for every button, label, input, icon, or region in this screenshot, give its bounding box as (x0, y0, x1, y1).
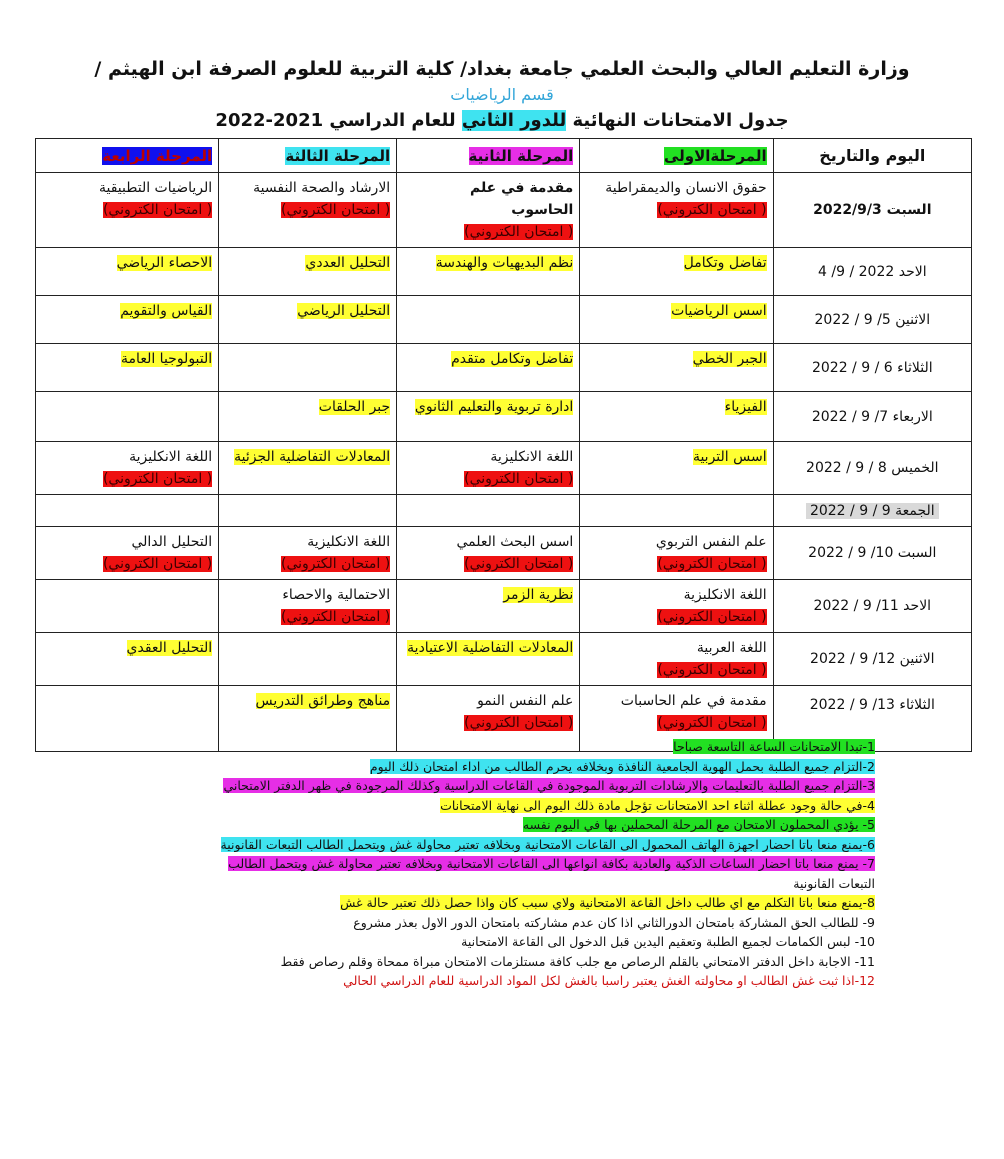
stage4-cell: التحليل العقدي (36, 633, 219, 686)
date-cell: السبت 2022/9/3 (773, 173, 971, 248)
electronic-badge: ( امتحان الكتروني) (281, 609, 391, 625)
note-item: 12-اذا ثبت غش الطالب او محاولته الغش يعتبر راسبا بالغش لكل المواد الدراسية للعام الدراسي الحالي (343, 973, 875, 988)
note-item: 11- الاجابة داخل الدفتر الامتحاني بالقلم الرصاص مع جلب كافة مستلزمات الامتحان مبراة ممحاة وقلم رصاص فقط (280, 953, 875, 969)
stage4-cell: الاحصاء الرياضي (36, 248, 219, 296)
stage3-cell: جبر الحلقات (219, 392, 397, 442)
stage3-cell: المعادلات التفاضلية الجزئية (219, 442, 397, 495)
stage3-cell: الاحتمالية والاحصاء ( امتحان الكتروني) (219, 580, 397, 633)
date-cell: الاربعاء 7/ 9 / 2022 (773, 392, 971, 442)
stage1-cell: علم النفس التربوي ( امتحان الكتروني) (580, 527, 773, 580)
stage4-cell (36, 580, 219, 633)
table-row (36, 296, 972, 344)
date-cell: الجمعة 9 / 9 / 2022 (773, 495, 971, 527)
stage1-cell: الجبر الخطي (580, 344, 773, 392)
stage1-cell: مقدمة في علم الحاسبات ( امتحان الكتروني) (580, 686, 773, 752)
date-cell: الاحد 2022 / 9/ 4 (773, 248, 971, 296)
stage2-cell: نظرية الزمر (397, 580, 580, 633)
table-row (36, 173, 972, 248)
note-item: 5- يؤدي المحملون الامتحان مع المرحلة المحملين بها في اليوم نفسه (522, 817, 875, 832)
stage3-cell: مناهج وطرائق التدريس (219, 686, 397, 752)
date-cell: الاثنين 12/ 9 / 2022 (773, 633, 971, 686)
electronic-badge: ( امتحان الكتروني) (464, 471, 574, 487)
electronic-badge: ( امتحان الكتروني) (281, 556, 391, 572)
stage2-cell (397, 296, 580, 344)
stage2-cell: اللغة الانكليزية ( امتحان الكتروني) (397, 442, 580, 495)
stage3-cell: الارشاد والصحة النفسية ( امتحان الكتروني) (219, 173, 397, 248)
note-item: 2-التزام جميع الطلبة بحمل الهوية الجامعية النافذة وبخلافه يحرم الطالب من اداء امتحان ذلك اليوم (369, 758, 875, 774)
stage2-cell: نظم البديهيات والهندسة (397, 248, 580, 296)
stage3-cell: التحليل الرياضي (219, 296, 397, 344)
stage1-cell: اللغة العربية ( امتحان الكتروني) (580, 633, 773, 686)
note-item: 4-في حالة وجود عطلة اثناء احد الامتحانات تؤجل مادة ذلك اليوم الى نهاية الامتحانات (440, 797, 875, 813)
note-item: 8-يمنع منعا باتا التكلم مع اي طالب داخل القاعة الامتحانية ولاي سبب كان واذا حصل ذلك تعتبر حالة غش (340, 895, 875, 910)
stage3-cell (219, 344, 397, 392)
header-date: اليوم والتاريخ (773, 139, 971, 173)
date-cell: الاحد 11/ 9 / 2022 (773, 580, 971, 633)
header-stage1: المرحلةالاولى (580, 139, 773, 173)
department-title: قسم الرياضيات (450, 85, 554, 104)
stage1-cell: حقوق الانسان والديمقراطية ( امتحان الكتروني) (580, 173, 773, 248)
schedule-title-suffix: للعام الدراسي 2021-2022 (215, 110, 462, 131)
date-cell: الخميس 8 / 9 / 2022 (773, 442, 971, 495)
stage4-cell: اللغة الانكليزية ( امتحان الكتروني) (36, 442, 219, 495)
stage4-cell (36, 392, 219, 442)
header-row (36, 139, 972, 173)
table-row (36, 344, 972, 392)
stage2-cell: اسس البحث العلمي ( امتحان الكتروني) (397, 527, 580, 580)
stage1-cell: اللغة الانكليزية ( امتحان الكتروني) (580, 580, 773, 633)
stage2-cell: تفاضل وتكامل متقدم (397, 344, 580, 392)
stage4-cell: الرياضيات التطبيقية ( امتحان الكتروني) (36, 173, 219, 248)
exam-schedule-table (35, 138, 972, 752)
table-row (36, 392, 972, 442)
table-row (36, 527, 972, 580)
date-cell: الاثنين 5/ 9 / 2022 (773, 296, 971, 344)
ministry-title: وزارة التعليم العالي والبحث العلمي جامعة بغداد/ كلية التربية للعلوم الصرفة ابن الهيثم / (94, 58, 910, 80)
note-item: 1-تبدا الامتحانات الساعة التاسعة صباحا (673, 739, 875, 754)
stage1-cell: اسس التربية (580, 442, 773, 495)
stage1-cell: اسس الرياضيات (580, 296, 773, 344)
stage3-cell: اللغة الانكليزية ( امتحان الكتروني) (219, 527, 397, 580)
electronic-badge: ( امتحان الكتروني) (281, 202, 391, 218)
date-cell: الثلاثاء 6 / 9 / 2022 (773, 344, 971, 392)
stage2-cell: علم النفس النمو ( امتحان الكتروني) (397, 686, 580, 752)
electronic-badge: ( امتحان الكتروني) (657, 715, 767, 731)
header-stage4: المرحلة الرابعة (36, 139, 219, 173)
stage2-cell: ادارة تربوية والتعليم الثانوي (397, 392, 580, 442)
table-row (36, 495, 972, 527)
electronic-badge: ( امتحان الكتروني) (657, 609, 767, 625)
electronic-badge: ( امتحان الكتروني) (657, 202, 767, 218)
note-item: 6-يمنع منعا باتا احضار اجهزة الهاتف المحمول الى القاعات الامتحانية وبخلافه تعتبر محاولة غش ويتحمل الطالب التبعات القانونية (220, 836, 875, 852)
note-item: 7- يمنع منعا باتا احضار الساعات الذكية والعادية بكافة انواعها الى القاعات الامتحانية وبخلافه تعتبر محاولة غش ويتحمل الطالب (228, 856, 875, 871)
electronic-badge: ( امتحان الكتروني) (657, 556, 767, 572)
stage3-cell (219, 633, 397, 686)
stage1-cell: تفاضل وتكامل (580, 248, 773, 296)
stage4-cell: التبولوجيا العامة (36, 344, 219, 392)
stage4-cell: التحليل الدالي ( امتحان الكتروني) (36, 527, 219, 580)
note-item: 9- للطالب الحق المشاركة بامتحان الدورالثاني اذا كان عدم مشاركته بامتحان الدور الاول بعذر مشروع (353, 914, 875, 930)
table-row (36, 442, 972, 495)
exam-notes (155, 737, 875, 991)
electronic-badge: ( امتحان الكتروني) (102, 471, 213, 487)
note-item: 10- لبس الكمامات لجميع الطلبة وتعقيم اليدين قبل الدخول الى القاعة الامتحانية (461, 934, 875, 949)
electronic-badge: ( امتحان الكتروني) (464, 224, 574, 240)
stage3-cell: التحليل العددي (219, 248, 397, 296)
table-row (36, 580, 972, 633)
date-cell: السبت 10/ 9 / 2022 (773, 527, 971, 580)
electronic-badge: ( امتحان الكتروني) (657, 662, 767, 678)
schedule-title-round: للدور الثاني (461, 110, 567, 131)
stage4-cell (36, 495, 219, 527)
schedule-title-prefix: جدول الامتحانات النهائية (566, 110, 789, 131)
stage2-cell: المعادلات التفاضلية الاعتيادية (397, 633, 580, 686)
stage2-cell: مقدمة في علم الحاسوب ( امتحان الكتروني) (397, 173, 580, 248)
table-row (36, 248, 972, 296)
electronic-badge: ( امتحان الكتروني) (464, 556, 574, 572)
stage2-cell (397, 495, 580, 527)
stage3-cell (219, 495, 397, 527)
electronic-badge: ( امتحان الكتروني) (102, 556, 213, 572)
header-stage2: المرحلة الثانية (397, 139, 580, 173)
stage1-cell (580, 495, 773, 527)
header-stage3: المرحلة الثالثة (219, 139, 397, 173)
stage4-cell: القياس والتقويم (36, 296, 219, 344)
note-item: 3-التزام جميع الطلبة بالتعليمات والارشادات التربوية الموجودة في القاعات الدراسية وكذلك المرجودة في ظهر الدفتر الامتحاني (223, 778, 875, 793)
schedule-title (0, 110, 1004, 131)
stage1-cell: الفيزياء (580, 392, 773, 442)
date-cell: الثلاثاء 13/ 9 / 2022 (773, 686, 971, 752)
electronic-badge: ( امتحان الكتروني) (102, 202, 213, 218)
table-row (36, 633, 972, 686)
note-item: التبعات القانونية (793, 875, 875, 891)
electronic-badge: ( امتحان الكتروني) (464, 715, 574, 731)
